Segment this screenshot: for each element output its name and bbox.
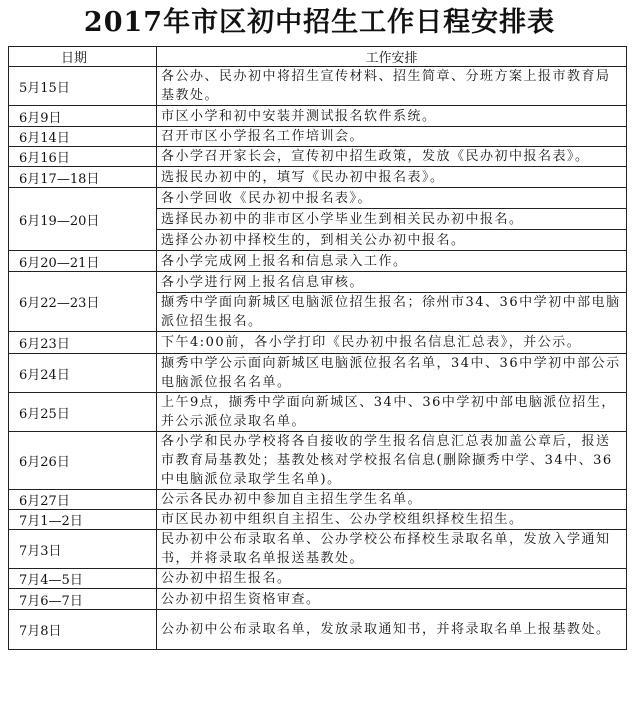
- date-cell: 6月25日: [9, 393, 157, 432]
- table-row: [9, 530, 627, 569]
- task-cell: 撷秀中学面向新城区电脑派位招生报名；徐州市34、36中学初中部电脑派位招生报名。: [157, 293, 627, 332]
- task-cell: 选择公办初中择校生的，到相关公办初中报名。: [157, 230, 627, 251]
- table-row: [9, 127, 627, 147]
- task-cell: 公办初中招生报名。: [157, 569, 627, 589]
- table-row: [9, 147, 627, 167]
- date-cell: 6月20—21日: [9, 251, 157, 272]
- task-cell: 下午4:00前，各小学打印《民办初中报名信息汇总表》，并公示。: [157, 332, 627, 354]
- date-cell: 6月16日: [9, 147, 157, 167]
- table-row: [9, 251, 627, 272]
- date-cell: 6月14日: [9, 127, 157, 147]
- table-row: [9, 167, 627, 188]
- date-cell: 7月6—7日: [9, 589, 157, 610]
- table-row: [9, 610, 627, 650]
- task-cell: 各小学完成网上报名和信息录入工作。: [157, 251, 627, 272]
- date-cell: 6月23日: [9, 332, 157, 354]
- date-cell: 5月15日: [9, 67, 157, 106]
- task-cell: 各小学和民办学校将各自接收的学生报名信息汇总表加盖公章后，报送市教育局基教处；基教处核对学校报名信息(删除撷秀中学、34中、36中电脑派位录取学生名单)。: [157, 432, 627, 490]
- date-cell: 6月17—18日: [9, 167, 157, 188]
- date-column-header: 日期: [9, 47, 157, 67]
- date-cell: 6月24日: [9, 354, 157, 393]
- date-cell: 7月1—2日: [9, 510, 157, 530]
- schedule-table: [8, 46, 627, 650]
- schedule-body: [9, 67, 627, 650]
- task-cell: 市区民办初中组织自主招生、公办学校组织择校生招生。: [157, 510, 627, 530]
- task-cell: 选择民办初中的非市区小学毕业生到相关民办初中报名。: [157, 209, 627, 230]
- task-cell: 各小学进行网上报名信息审核。: [157, 272, 627, 293]
- table-row: [9, 67, 627, 106]
- table-row: [9, 354, 627, 393]
- table-row: [9, 272, 627, 293]
- table-header-row: [9, 47, 627, 67]
- date-cell: 6月9日: [9, 106, 157, 127]
- date-cell: 7月3日: [9, 530, 157, 569]
- task-cell: 召开市区小学报名工作培训会。: [157, 127, 627, 147]
- table-row: [9, 393, 627, 432]
- page-title: 2017年市区初中招生工作日程安排表: [83, 7, 556, 38]
- table-row: [9, 432, 627, 490]
- table-row: [9, 589, 627, 610]
- table-row: [9, 490, 627, 510]
- task-cell: 撷秀中学公示面向新城区电脑派位报名名单，34中、36中学初中部公示电脑派位报名名单。: [157, 354, 627, 393]
- date-cell: 6月22—23日: [9, 272, 157, 332]
- table-row: [9, 510, 627, 530]
- task-cell: 公办初中招生资格审查。: [157, 589, 627, 610]
- task-cell: 选报民办初中的，填写《民办初中报名表》。: [157, 167, 627, 188]
- task-cell: 各小学召开家长会，宣传初中招生政策，发放《民办初中报名表》。: [157, 147, 627, 167]
- task-cell: 上午9点，撷秀中学面向新城区、34中、36中学初中部电脑派位招生，并公示派位录取名单。: [157, 393, 627, 432]
- date-cell: 6月26日: [9, 432, 157, 490]
- task-cell: 民办初中公布录取名单、公办学校公布择校生录取名单，发放入学通知书，并将录取名单报送基教处。: [157, 530, 627, 569]
- task-cell: 市区小学和初中安装并测试报名软件系统。: [157, 106, 627, 127]
- table-row: [9, 332, 627, 354]
- task-cell: 公办初中公布录取名单，发放录取通知书，并将录取名单上报基教处。: [157, 610, 627, 650]
- date-cell: 6月19—20日: [9, 188, 157, 251]
- task-cell: 各小学回收《民办初中报名表》。: [157, 188, 627, 209]
- date-cell: 6月27日: [9, 490, 157, 510]
- table-row: [9, 569, 627, 589]
- task-cell: 各公办、民办初中将招生宣传材料、招生简章、分班方案上报市教育局基教处。: [157, 67, 627, 106]
- table-row: [9, 106, 627, 127]
- date-cell: 7月8日: [9, 610, 157, 650]
- table-row: [9, 188, 627, 209]
- task-column-header: 工作安排: [157, 47, 627, 67]
- task-cell: 公示各民办初中参加自主招生学生名单。: [157, 490, 627, 510]
- date-cell: 7月4—5日: [9, 569, 157, 589]
